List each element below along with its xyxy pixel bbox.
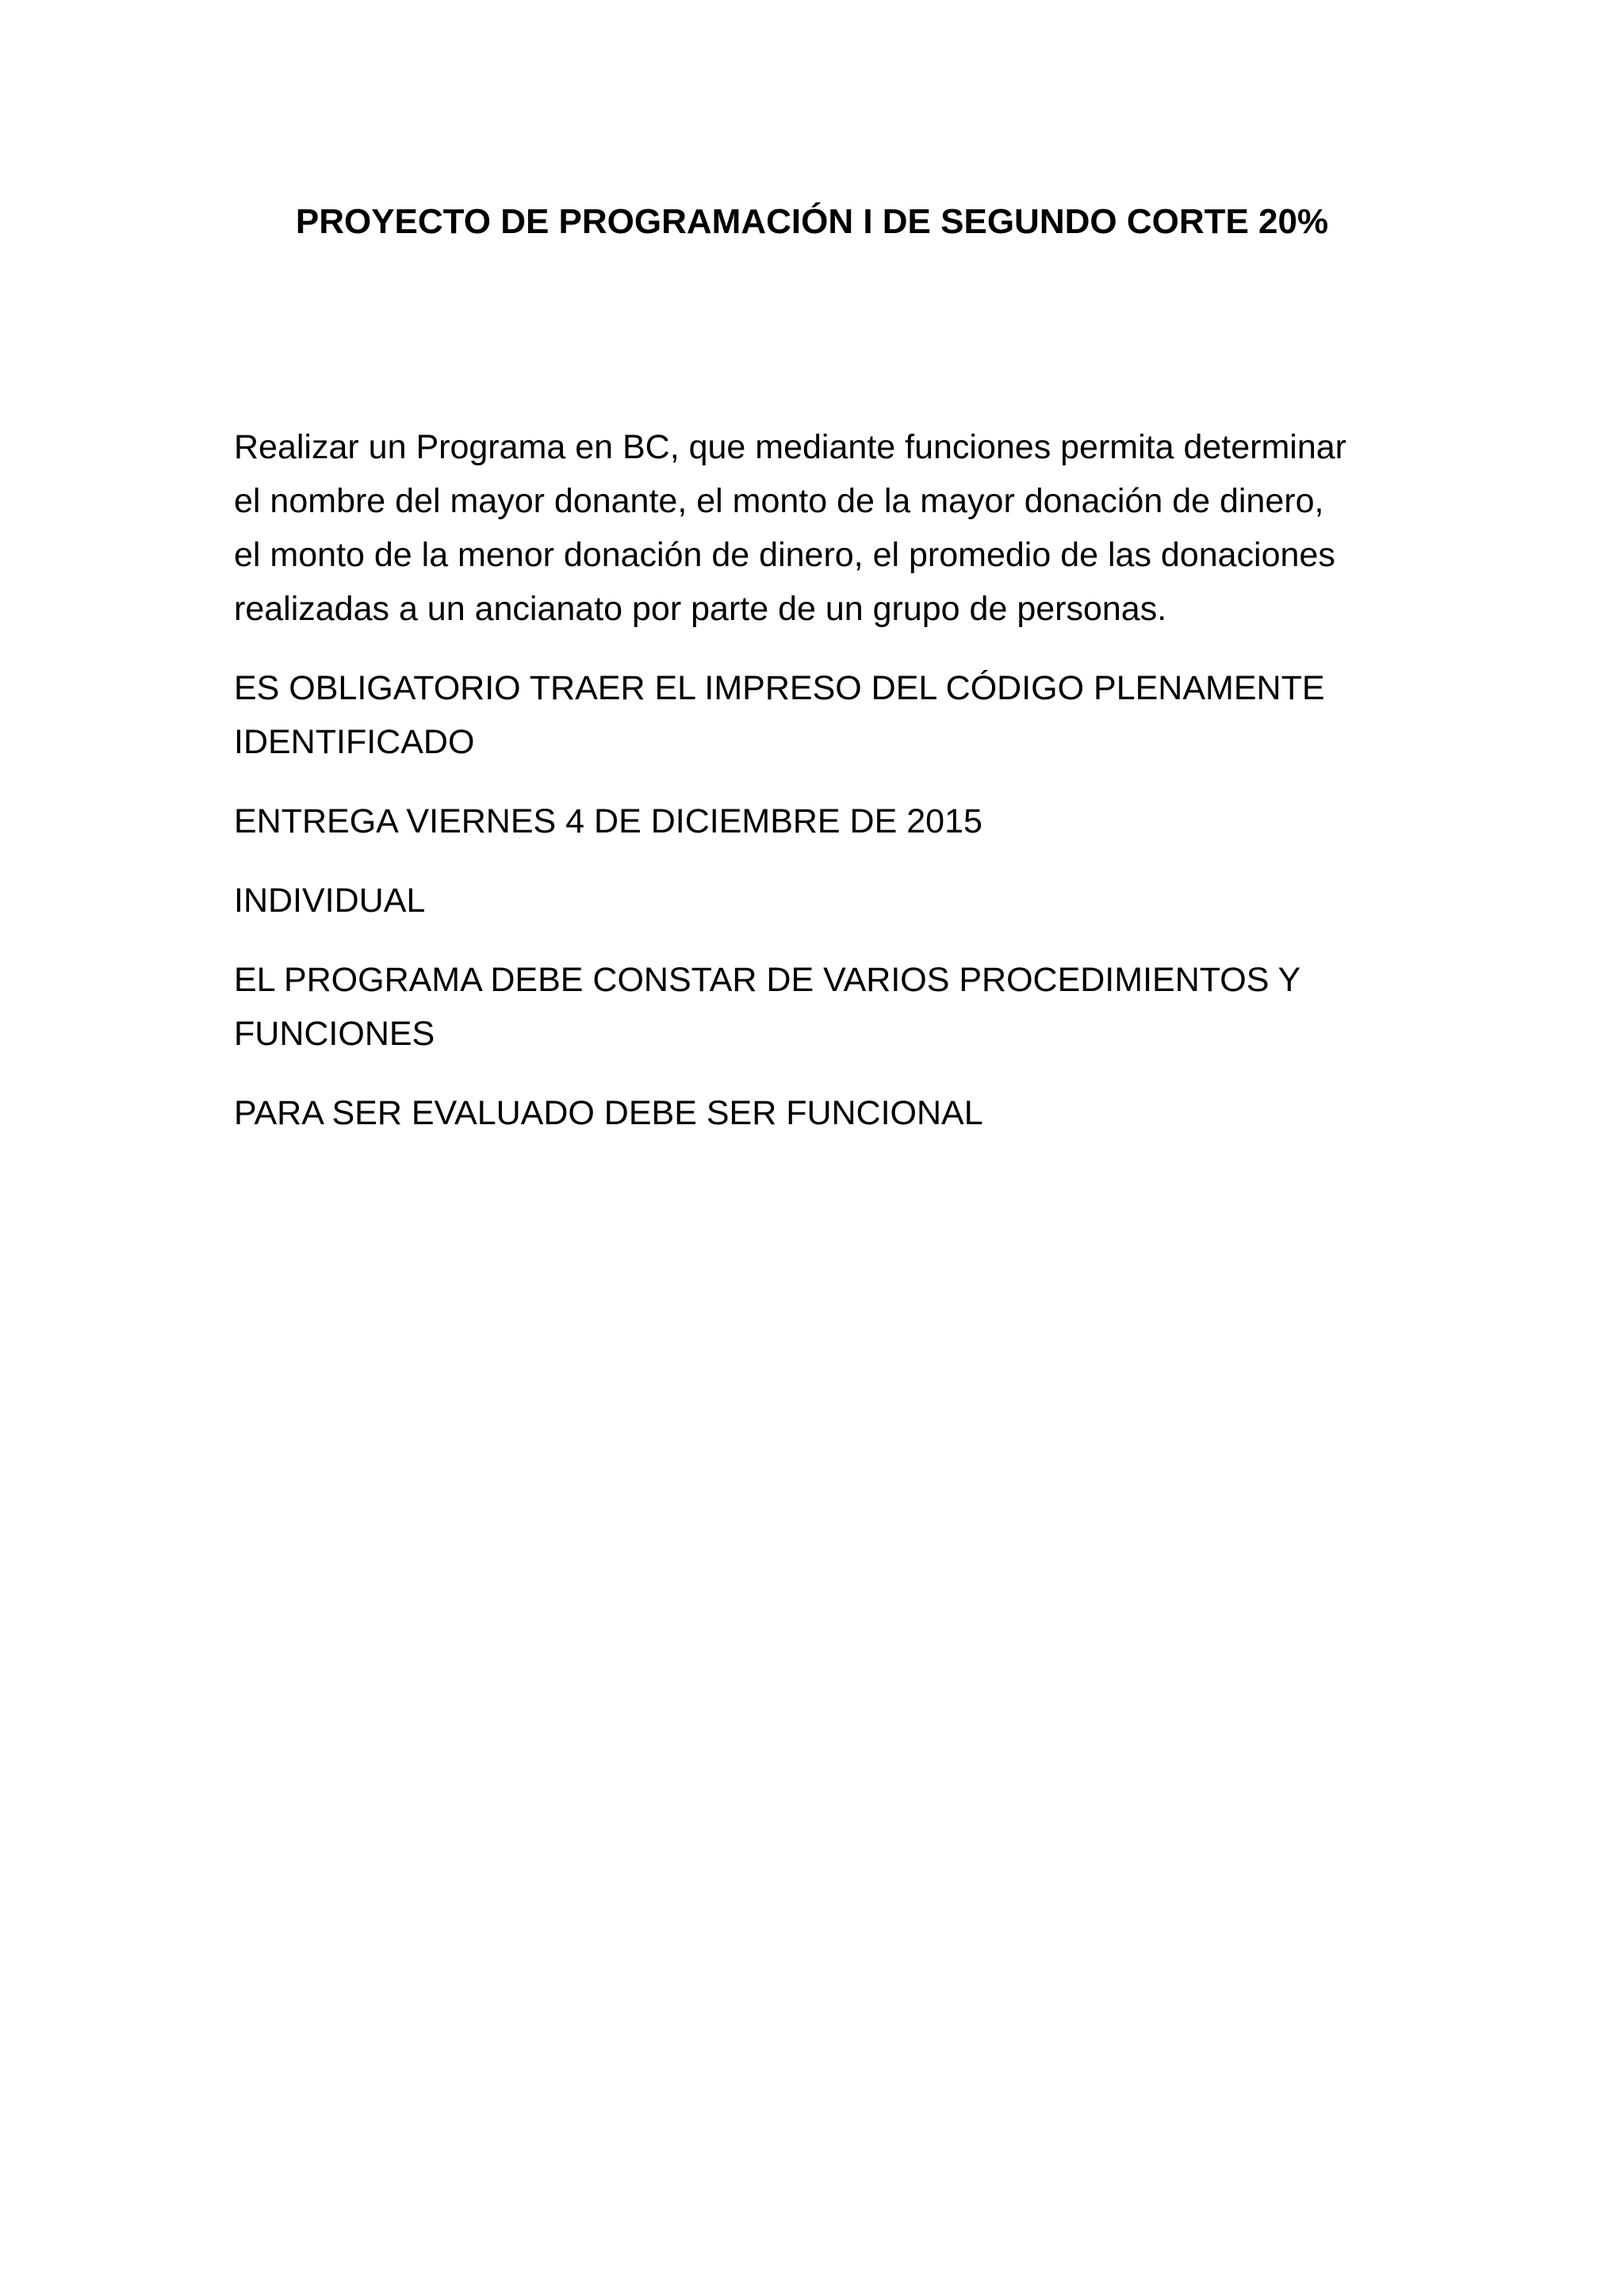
paragraph-line: ENTREGA VIERNES 4 DE DICIEMBRE DE 2015 [234, 802, 982, 840]
paragraph-line: IDENTIFICADO [234, 723, 475, 761]
paragraph-description [234, 420, 1408, 636]
paragraph-line: el nombre del mayor donante, el monto de la mayor donación de dinero, [234, 482, 1324, 520]
paragraph-line: el monto de la menor donación de dinero, el promedio de las donaciones [234, 536, 1335, 574]
document-body [234, 420, 1408, 1165]
paragraph-line: EL PROGRAMA DEBE CONSTAR DE VARIOS PROCEDIMIENTOS Y [234, 961, 1301, 999]
paragraph-line: realizadas a un ancianato por parte de un grupo de personas. [234, 590, 1167, 628]
paragraph-line: ES OBLIGATORIO TRAER EL IMPRESO DEL CÓDIGO PLENAMENTE [234, 669, 1325, 707]
paragraph-individual [234, 874, 1408, 928]
paragraph-due-date [234, 794, 1408, 848]
paragraph-line: FUNCIONES [234, 1015, 435, 1053]
paragraph-functional [234, 1086, 1408, 1140]
paragraph-line: INDIVIDUAL [234, 882, 426, 920]
paragraph-line: PARA SER EVALUADO DEBE SER FUNCIONAL [234, 1094, 983, 1132]
paragraph-requirement-printed-code [234, 661, 1408, 769]
document-title: PROYECTO DE PROGRAMACIÓN I DE SEGUNDO CORTE 20% [295, 202, 1329, 241]
paragraph-procedures-functions [234, 953, 1408, 1061]
paragraph-line: Realizar un Programa en BC, que mediante funciones permita determinar [234, 428, 1347, 466]
